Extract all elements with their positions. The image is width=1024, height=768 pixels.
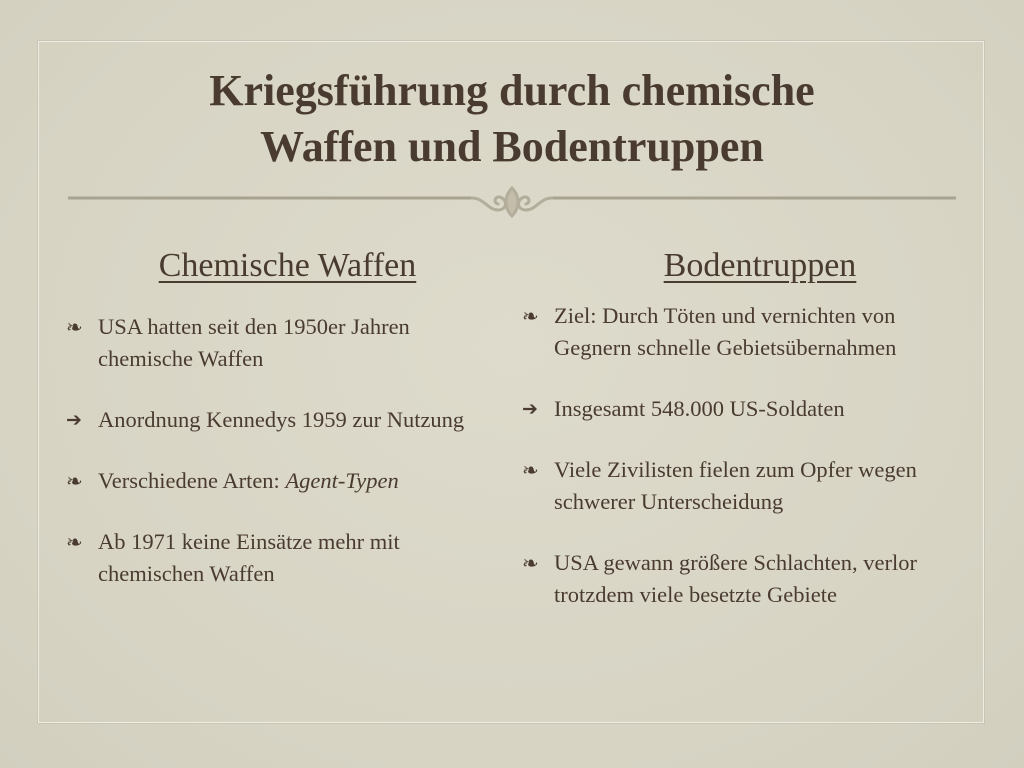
list-item [66,404,476,436]
list-item-text: Viele Zivilisten fielen zum Opfer wegen schwerer Unterscheidung [554,457,917,514]
slide-title [0,63,1024,175]
fleuron-icon: ❧ [66,530,83,554]
arrow-icon: ➔ [66,409,82,431]
list-item-emphasis: Agent-Typen [285,468,399,493]
list-item [522,454,932,518]
fleuron-icon: ❧ [522,551,539,575]
divider-ornament-icon [472,188,552,216]
slide-title-line-2: Waffen und Bodentruppen [260,122,764,171]
list-item-text: Ab 1971 keine Einsätze mehr mit chemischen Waffen [98,529,400,586]
list-item-text: USA gewann größere Schlachten, verlor trotzdem viele besetzte Gebiete [554,550,918,607]
fleuron-icon: ❧ [522,304,539,328]
list-item-text: USA hatten seit den 1950er Jahren chemische Waffen [98,314,410,371]
list-item-text: Verschiedene Arten: [98,468,286,493]
list-item-text: Ziel: Durch Töten und vernichten von Gegnern schnelle Gebietsübernahmen [554,303,897,360]
arrow-icon: ➔ [522,398,538,420]
slide-title-line-1: Kriegsführung durch chemische [209,66,815,115]
list-item [522,300,932,364]
ornamental-divider [68,186,956,222]
list-item [66,465,476,497]
list-item [522,547,932,611]
fleuron-icon: ❧ [66,469,83,493]
left-column-heading: Chemische Waffen [158,247,417,284]
list-item [522,393,932,425]
fleuron-icon: ❧ [66,315,83,339]
list-item-text: Insgesamt 548.000 US-Soldaten [554,396,845,421]
right-column-heading: Bodentruppen [663,247,857,284]
left-bullet-list [66,311,476,619]
list-item-text: Anordnung Kennedys 1959 zur Nutzung [98,407,465,432]
list-item [66,311,476,375]
right-bullet-list [522,300,932,640]
fleuron-icon: ❧ [522,458,539,482]
list-item [66,526,476,590]
